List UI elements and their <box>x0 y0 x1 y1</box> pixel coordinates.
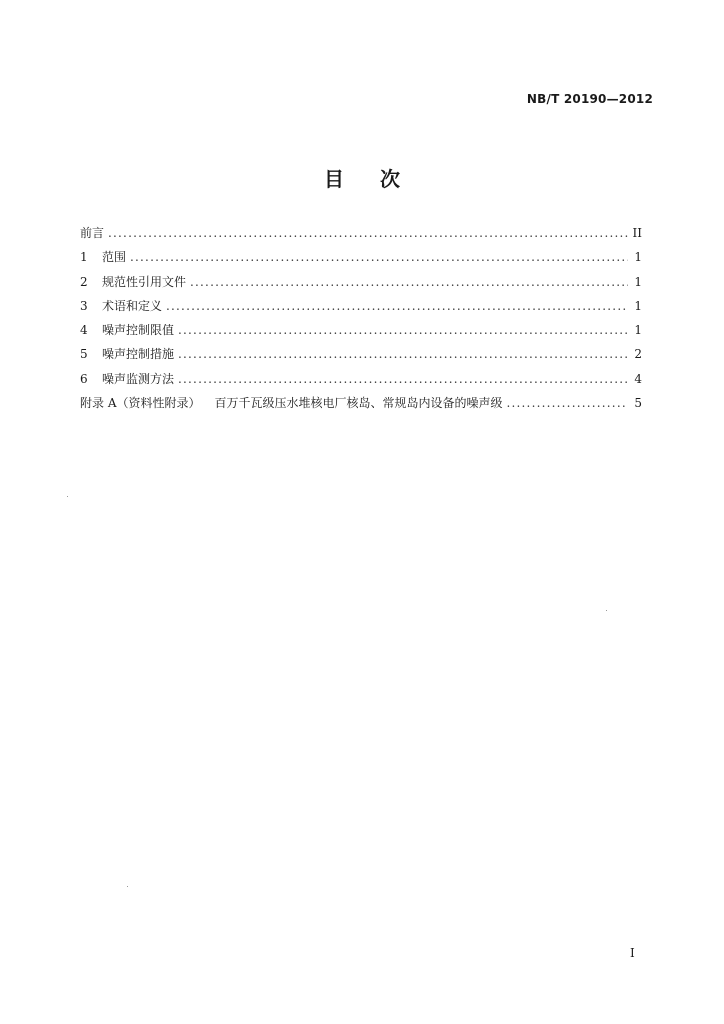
toc-leader-dots <box>130 250 628 264</box>
toc-page-number: 2 <box>634 347 642 362</box>
toc-leader-dots <box>166 299 628 313</box>
toc-entry-appendix-a[interactable] <box>80 394 642 418</box>
toc-section-number: 5 <box>80 347 88 362</box>
toc-label: 噪声监测方法 <box>102 371 175 386</box>
toc-label: 噪声控制措施 <box>102 347 175 362</box>
page-title <box>0 163 724 192</box>
toc-entry-noise-monitoring[interactable] <box>80 370 642 394</box>
toc-page-number: II <box>632 226 642 240</box>
standard-code: NB/T 20190—2012 <box>526 92 653 106</box>
toc-page-number: 1 <box>634 274 642 289</box>
toc-page-number: 1 <box>634 250 642 265</box>
toc-entry-terms-definitions[interactable] <box>80 297 642 321</box>
toc-label: 范围 <box>102 250 127 265</box>
page-number: I <box>630 946 635 960</box>
table-of-contents <box>80 224 642 418</box>
toc-section-number: 2 <box>80 274 88 289</box>
toc-leader-dots <box>178 347 628 361</box>
toc-entry-normative-references[interactable] <box>80 273 642 297</box>
toc-label: 规范性引用文件 <box>102 274 187 289</box>
toc-leader-dots <box>507 396 629 410</box>
toc-label: 术语和定义 <box>102 298 163 313</box>
title-char-1: 目 <box>324 167 344 191</box>
toc-section-number: 1 <box>80 250 88 265</box>
toc-leader-dots <box>178 323 628 337</box>
toc-page-number: 5 <box>634 396 642 411</box>
toc-entry-noise-limits[interactable] <box>80 321 642 345</box>
toc-section-number: 3 <box>80 298 88 313</box>
toc-page-number: 1 <box>634 323 642 338</box>
toc-leader-dots <box>190 275 628 289</box>
title-char-2: 次 <box>380 167 400 191</box>
toc-label: 噪声控制限值 <box>102 323 175 338</box>
scan-speck <box>606 610 607 611</box>
toc-leader-dots <box>108 226 628 240</box>
toc-page-number: 1 <box>634 298 642 313</box>
toc-entry-scope[interactable] <box>80 248 642 272</box>
toc-label: 前言 <box>80 226 105 240</box>
toc-entry-foreword[interactable] <box>80 224 642 248</box>
toc-entry-noise-measures[interactable] <box>80 345 642 369</box>
scan-speck <box>67 496 68 497</box>
toc-appendix-label: 附录 A（资料性附录） <box>80 396 201 411</box>
toc-page-number: 4 <box>634 371 642 386</box>
toc-section-number: 4 <box>80 323 88 338</box>
toc-appendix-title: 百万千瓦级压水堆核电厂核岛、常规岛内设备的噪声级 <box>214 396 503 411</box>
scan-speck <box>127 886 128 887</box>
toc-section-number: 6 <box>80 371 88 386</box>
toc-leader-dots <box>178 372 628 386</box>
